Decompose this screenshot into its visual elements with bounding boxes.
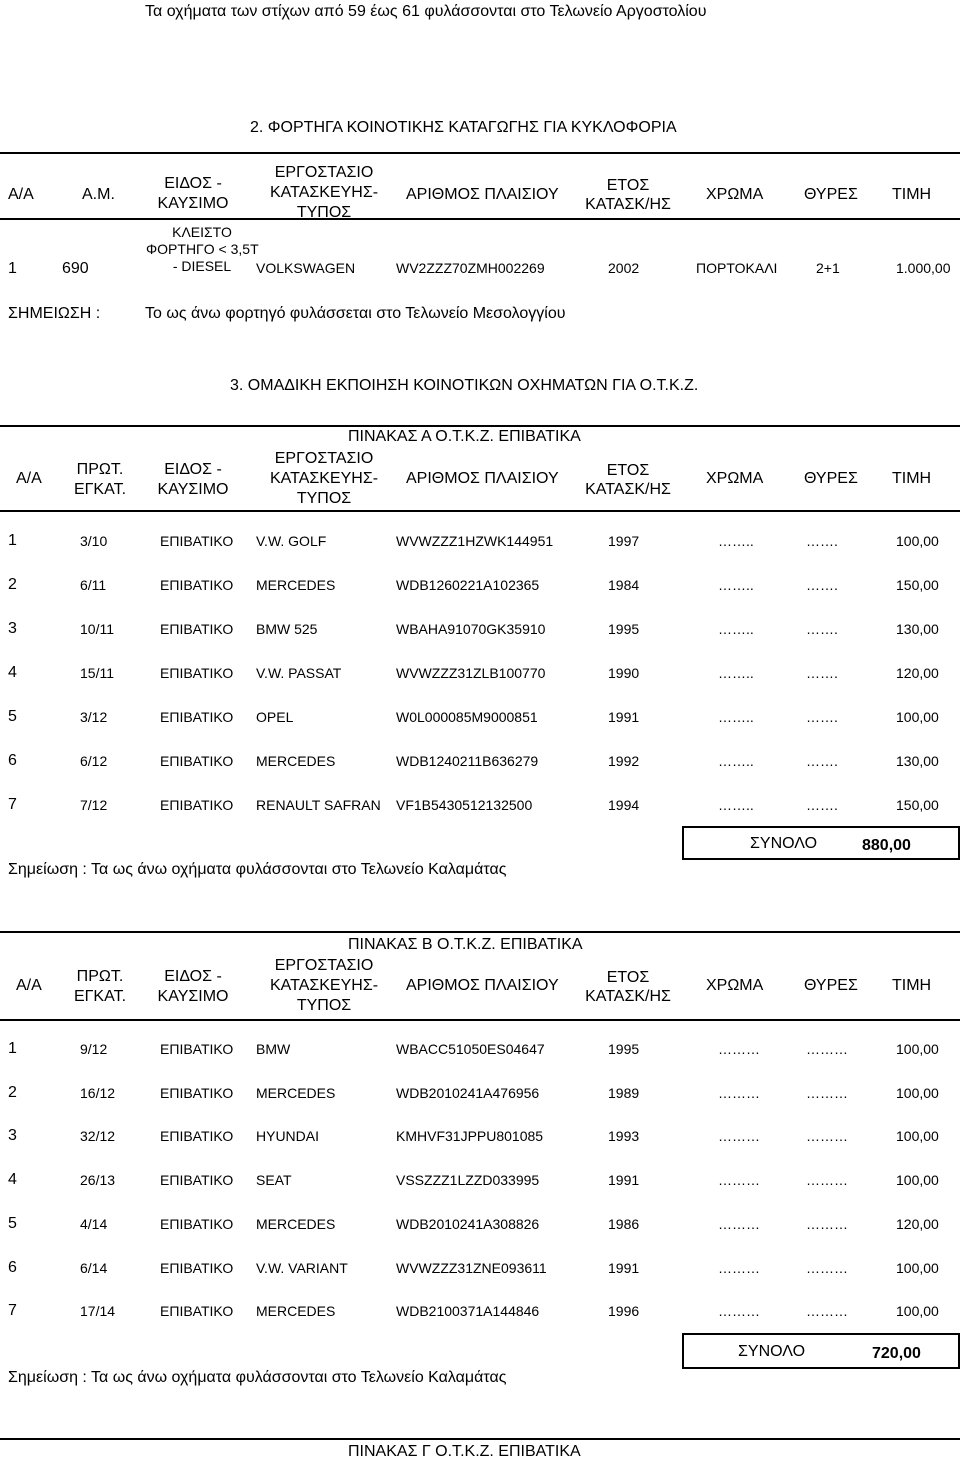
- table-a-header-etos: [580, 461, 676, 499]
- s2-row-etos: 2002: [608, 260, 640, 276]
- row-xroma: ……..: [718, 577, 754, 593]
- table-a-header-etos-line1: ΕΤΟΣ: [606, 462, 650, 479]
- table-a-header-prwt-line2: ΕΓΚΑΤ.: [73, 481, 127, 498]
- row-eidos: ΕΠΙΒΑΤΙΚΟ: [160, 709, 234, 725]
- row-eidos: ΕΠΙΒΑΤΙΚΟ: [160, 621, 234, 637]
- row-etos: 1989: [608, 1084, 640, 1101]
- row-thyres: ………: [806, 1128, 848, 1145]
- s2-header-ergostasio: [266, 163, 382, 223]
- row-aa: 2: [8, 576, 17, 593]
- s2-row-aa: 1: [8, 260, 17, 277]
- row-plaisio: KMHVF31JPPU801085: [396, 1128, 544, 1145]
- row-prwt: 26/13: [80, 1172, 116, 1189]
- row-ergostasio: BMW 525: [256, 621, 318, 637]
- row-eidos: ΕΠΙΒΑΤΙΚΟ: [160, 1128, 234, 1145]
- table-a-header-eidos-line1: ΕΙΔΟΣ -: [164, 461, 222, 478]
- row-plaisio: WDB2010241A476956: [396, 1084, 540, 1101]
- s2-header-ergostasio-line1: ΕΡΓΟΣΤΑΣΙΟ: [274, 164, 374, 181]
- row-prwt: 10/11: [80, 621, 114, 637]
- s2-header-etos-line2: ΚΑΤΑΣΚ/ΗΣ: [585, 196, 671, 213]
- table-a-header-ergostasio: [266, 449, 382, 509]
- s2-header-am: Α.Μ.: [82, 186, 115, 203]
- section2-top-rule: [0, 152, 960, 154]
- row-xroma: ……..: [718, 797, 754, 813]
- table-b-header-timi: ΤΙΜΗ: [892, 977, 932, 994]
- row-timi: 100,00: [896, 1172, 939, 1189]
- row-ergostasio: V.W. GOLF: [256, 533, 327, 549]
- row-prwt: 6/11: [80, 577, 107, 593]
- row-prwt: 16/12: [80, 1084, 116, 1101]
- table-b-header-thyres: ΘΥΡΕΣ: [804, 977, 858, 994]
- s2-header-eidos-line2: ΚΑΥΣΙΜΟ: [157, 195, 229, 212]
- s2-row-plaisio: WV2ZZZ70ZMH002269: [396, 260, 545, 276]
- row-aa: 2: [8, 1083, 17, 1101]
- table-b-total-label: ΣΥΝΟΛΟ: [738, 1343, 806, 1360]
- row-prwt: 7/12: [80, 797, 108, 813]
- s2-header-eidos-line1: ΕΙΔΟΣ -: [164, 175, 222, 192]
- table-a-header-ergostasio-line1: ΕΡΓΟΣΤΑΣΙΟ: [274, 450, 374, 467]
- row-timi: 100,00: [896, 1084, 939, 1101]
- row-xroma: ……..: [718, 665, 754, 681]
- row-thyres: …….: [806, 577, 838, 593]
- row-ergostasio: MERCEDES: [256, 1215, 336, 1232]
- row-etos: 1986: [608, 1215, 640, 1232]
- row-eidos: ΕΠΙΒΑΤΙΚΟ: [160, 753, 234, 769]
- section2-title: 2. ΦΟΡΤΗΓΑ ΚΟΙΝΟΤΙΚΗΣ ΚΑΤΑΓΩΓΗΣ ΓΙΑ ΚΥΚΛΟΦΟΡΙΑ: [250, 119, 677, 136]
- table-a-header-plaisio: ΑΡΙΘΜΟΣ ΠΛΑΙΣΙΟΥ: [406, 470, 559, 487]
- table-a-header-ergostasio-line3: ΤΥΠΟΣ: [296, 490, 352, 507]
- row-prwt: 6/12: [80, 753, 108, 769]
- row-xroma: ……..: [718, 753, 754, 769]
- row-etos: 1991: [608, 1259, 640, 1276]
- s2-row-ergostasio: VOLKSWAGEN: [256, 260, 356, 276]
- row-thyres: ………: [806, 1303, 848, 1320]
- row-plaisio: WVWZZZ1HZWK144951: [396, 533, 554, 549]
- row-timi: 130,00: [896, 621, 939, 637]
- row-plaisio: WDB1240211B636279: [396, 753, 539, 769]
- row-eidos: ΕΠΙΒΑΤΙΚΟ: [160, 1215, 234, 1232]
- row-etos: 1995: [608, 621, 640, 637]
- table-b-header-etos: [580, 968, 676, 1006]
- row-thyres: …….: [806, 753, 838, 769]
- table-b-header-eidos-line2: ΚΑΥΣΙΜΟ: [157, 988, 229, 1005]
- row-ergostasio: BMW: [256, 1041, 291, 1057]
- s2-note-label: ΣΗΜΕΙΩΣΗ :: [8, 305, 101, 322]
- row-timi: 120,00: [896, 665, 939, 681]
- table-a-header-timi: ΤΙΜΗ: [892, 470, 932, 487]
- top-note: Τα οχήματα των στίχων από 59 έως 61 φυλάσσονται στο Τελωνείο Αργοστολίου: [145, 3, 707, 20]
- row-eidos: ΕΠΙΒΑΤΙΚΟ: [160, 797, 234, 813]
- row-ergostasio: V.W. VARIANT: [256, 1259, 348, 1276]
- table-a-title: ΠΙΝΑΚΑΣ Α Ο.Τ.Κ.Ζ. ΕΠΙΒΑΤΙΚΑ: [348, 428, 581, 445]
- s2-row-eidos-line3: - DIESEL: [172, 258, 232, 274]
- row-aa: 6: [8, 752, 17, 769]
- row-thyres: ………: [806, 1041, 848, 1057]
- s2-note-text: Το ως άνω φορτηγό φυλάσσεται στο Τελωνείο Μεσολογγίου: [145, 305, 566, 322]
- row-timi: 120,00: [896, 1215, 939, 1232]
- row-timi: 100,00: [896, 1041, 939, 1057]
- s2-header-plaisio: ΑΡΙΘΜΟΣ ΠΛΑΙΣΙΟΥ: [406, 186, 559, 203]
- table-a-header-rule: [0, 510, 960, 512]
- table-b-header-ergostasio: [266, 956, 382, 1016]
- s2-row-xroma: ΠΟΡΤΟΚΑΛΙ: [696, 260, 778, 276]
- row-thyres: …….: [806, 621, 838, 637]
- row-xroma: ………: [718, 1215, 760, 1232]
- row-prwt: 32/12: [80, 1128, 116, 1145]
- table-b-note: Σημείωση : Τα ως άνω οχήματα φυλάσσονται στο Τελωνείο Καλαμάτας: [8, 1369, 507, 1386]
- table-b-header-eidos: [148, 967, 238, 1007]
- row-eidos: ΕΠΙΒΑΤΙΚΟ: [160, 1041, 234, 1057]
- row-xroma: ………: [718, 1259, 760, 1276]
- s2-header-ergostasio-line2: ΚΑΤΑΣΚΕΥΗΣ-: [269, 184, 379, 201]
- row-xroma: ……..: [718, 621, 754, 637]
- row-aa: 7: [8, 1302, 17, 1320]
- row-prwt: 9/12: [80, 1041, 108, 1057]
- row-thyres: ………: [806, 1215, 848, 1232]
- row-xroma: ………: [718, 1303, 760, 1320]
- row-ergostasio: MERCEDES: [256, 1303, 336, 1320]
- table-a-note: Σημείωση : Τα ως άνω οχήματα φυλάσσονται στο Τελωνείο Καλαμάτας: [8, 861, 507, 878]
- table-b-header-prwt-line1: ΠΡΩΤ.: [76, 968, 124, 985]
- table-a-header-xroma: ΧΡΩΜΑ: [706, 470, 764, 487]
- row-ergostasio: HYUNDAI: [256, 1128, 320, 1145]
- row-aa: 3: [8, 620, 17, 637]
- row-aa: 5: [8, 1214, 17, 1232]
- row-thyres: ………: [806, 1172, 848, 1189]
- row-aa: 4: [8, 664, 17, 681]
- s2-row-am: 690: [62, 260, 89, 277]
- row-aa: 3: [8, 1127, 17, 1145]
- table-a-header-aa: Α/Α: [16, 470, 42, 487]
- row-xroma: ………: [718, 1172, 760, 1189]
- row-aa: 4: [8, 1171, 17, 1189]
- table-b-top-rule: [0, 931, 960, 933]
- row-eidos: ΕΠΙΒΑΤΙΚΟ: [160, 665, 234, 681]
- row-thyres: …….: [806, 533, 838, 549]
- row-plaisio: WBACC51050ES04647: [396, 1041, 545, 1057]
- table-c-top-rule: [0, 1438, 960, 1440]
- row-etos: 1991: [608, 709, 640, 725]
- row-etos: 1997: [608, 533, 640, 549]
- row-prwt: 6/14: [80, 1259, 108, 1276]
- row-thyres: ………: [806, 1259, 848, 1276]
- table-b-header-ergostasio-line2: ΚΑΤΑΣΚΕΥΗΣ-: [269, 977, 379, 994]
- row-etos: 1993: [608, 1128, 640, 1145]
- row-ergostasio: OPEL: [256, 709, 294, 725]
- s2-row-eidos-line1: ΚΛΕΙΣΤΟ: [172, 224, 232, 240]
- row-ergostasio: SEAT: [256, 1172, 292, 1189]
- row-xroma: ……..: [718, 533, 754, 549]
- table-b-header-etos-line1: ΕΤΟΣ: [606, 969, 650, 986]
- table-b-header-prwt: [70, 967, 130, 1007]
- s2-header-etos: [580, 176, 676, 214]
- table-a-header-eidos-line2: ΚΑΥΣΙΜΟ: [157, 481, 229, 498]
- row-plaisio: WDB2100371A144846: [396, 1303, 540, 1320]
- table-a-total-value: 880,00: [862, 837, 911, 854]
- row-plaisio: WVWZZZ31ZNE093611: [396, 1259, 547, 1276]
- row-xroma: ………: [718, 1128, 760, 1145]
- row-ergostasio: MERCEDES: [256, 1084, 336, 1101]
- row-ergostasio: MERCEDES: [256, 577, 336, 593]
- row-timi: 130,00: [896, 753, 939, 769]
- table-a-total-box: [682, 826, 960, 860]
- row-etos: 1990: [608, 665, 640, 681]
- table-b-header-eidos-line1: ΕΙΔΟΣ -: [164, 968, 222, 985]
- s2-header-eidos: [148, 174, 238, 214]
- table-b-header-prwt-line2: ΕΓΚΑΤ.: [73, 988, 127, 1005]
- row-plaisio: W0L000085M9000851: [396, 709, 538, 725]
- s2-header-timi: ΤΙΜΗ: [892, 186, 932, 203]
- row-xroma: ………: [718, 1084, 760, 1101]
- row-prwt: 4/14: [80, 1215, 108, 1232]
- row-aa: 1: [8, 532, 17, 549]
- table-b-header-ergostasio-line3: ΤΥΠΟΣ: [296, 997, 352, 1014]
- table-c-title: ΠΙΝΑΚΑΣ Γ Ο.Τ.Κ.Ζ. ΕΠΙΒΑΤΙΚΑ: [348, 1443, 581, 1460]
- row-timi: 100,00: [896, 1303, 939, 1320]
- table-a-header-prwt: [70, 460, 130, 500]
- s2-row-eidos-line2: ΦΟΡΤΗΓΟ < 3,5Τ: [146, 241, 259, 257]
- row-aa: 1: [8, 1040, 17, 1057]
- row-etos: 1984: [608, 577, 640, 593]
- row-ergostasio: MERCEDES: [256, 753, 336, 769]
- row-plaisio: VSSZZZ1LZZD033995: [396, 1172, 540, 1189]
- row-eidos: ΕΠΙΒΑΤΙΚΟ: [160, 1084, 234, 1101]
- row-timi: 150,00: [896, 797, 939, 813]
- row-eidos: ΕΠΙΒΑΤΙΚΟ: [160, 1303, 234, 1320]
- table-b-header-plaisio: ΑΡΙΘΜΟΣ ΠΛΑΙΣΙΟΥ: [406, 977, 559, 994]
- section3-title: 3. ΟΜΑΔΙΚΗ ΕΚΠΟΙΗΣΗ ΚΟΙΝΟΤΙΚΩΝ ΟΧΗΜΑΤΩΝ ΓΙΑ Ο.Τ.Κ.Ζ.: [230, 377, 699, 394]
- table-b-title: ΠΙΝΑΚΑΣ Β Ο.Τ.Κ.Ζ. ΕΠΙΒΑΤΙΚΑ: [348, 936, 583, 953]
- s2-header-aa: Α/Α: [8, 186, 34, 203]
- row-prwt: 15/11: [80, 665, 114, 681]
- s2-row-eidos: [146, 224, 258, 275]
- row-plaisio: WVWZZZ31ZLB100770: [396, 665, 546, 681]
- row-timi: 100,00: [896, 1259, 939, 1276]
- row-etos: 1995: [608, 1041, 640, 1057]
- s2-header-ergostasio-line3: ΤΥΠΟΣ: [296, 204, 352, 221]
- row-plaisio: WBAHA91070GK35910: [396, 621, 546, 637]
- table-a-top-rule: [0, 425, 960, 427]
- row-thyres: ………: [806, 1084, 848, 1101]
- row-etos: 1996: [608, 1303, 640, 1320]
- row-timi: 100,00: [896, 1128, 939, 1145]
- row-eidos: ΕΠΙΒΑΤΙΚΟ: [160, 533, 234, 549]
- s2-header-xroma: ΧΡΩΜΑ: [706, 186, 764, 203]
- row-etos: 1994: [608, 797, 640, 813]
- row-etos: 1991: [608, 1172, 640, 1189]
- s2-header-etos-line1: ΕΤΟΣ: [606, 177, 650, 194]
- table-a-header-thyres: ΘΥΡΕΣ: [804, 470, 858, 487]
- row-eidos: ΕΠΙΒΑΤΙΚΟ: [160, 1172, 234, 1189]
- table-b-header-etos-line2: ΚΑΤΑΣΚ/ΗΣ: [585, 988, 671, 1005]
- row-thyres: …….: [806, 665, 838, 681]
- table-a-header-eidos: [148, 460, 238, 500]
- row-prwt: 3/12: [80, 709, 108, 725]
- table-a-header-etos-line2: ΚΑΤΑΣΚ/ΗΣ: [585, 481, 671, 498]
- row-prwt: 3/10: [80, 533, 108, 549]
- table-b-header-xroma: ΧΡΩΜΑ: [706, 977, 764, 994]
- row-aa: 5: [8, 708, 17, 725]
- table-a-total-label: ΣΥΝΟΛΟ: [750, 835, 818, 852]
- row-aa: 6: [8, 1258, 17, 1276]
- row-plaisio: WDB1260221A102365: [396, 577, 540, 593]
- row-etos: 1992: [608, 753, 640, 769]
- row-aa: 7: [8, 796, 17, 813]
- row-ergostasio: V.W. PASSAT: [256, 665, 342, 681]
- table-b-total-value: 720,00: [872, 1345, 921, 1362]
- row-timi: 100,00: [896, 533, 939, 549]
- table-b-header-rule: [0, 1019, 960, 1021]
- row-xroma: ……..: [718, 709, 754, 725]
- row-xroma: ………: [718, 1041, 760, 1057]
- row-plaisio: WDB2010241A308826: [396, 1215, 540, 1232]
- table-a-header-ergostasio-line2: ΚΑΤΑΣΚΕΥΗΣ-: [269, 470, 379, 487]
- table-a-header-prwt-line1: ΠΡΩΤ.: [76, 461, 124, 478]
- s2-header-thyres: ΘΥΡΕΣ: [804, 186, 858, 203]
- table-b-header-ergostasio-line1: ΕΡΓΟΣΤΑΣΙΟ: [274, 957, 374, 974]
- row-thyres: …….: [806, 709, 838, 725]
- row-thyres: …….: [806, 797, 838, 813]
- row-timi: 150,00: [896, 577, 939, 593]
- s2-row-thyres: 2+1: [816, 260, 840, 276]
- row-prwt: 17/14: [80, 1303, 116, 1320]
- row-timi: 100,00: [896, 709, 939, 725]
- row-eidos: ΕΠΙΒΑΤΙΚΟ: [160, 577, 234, 593]
- row-eidos: ΕΠΙΒΑΤΙΚΟ: [160, 1259, 234, 1276]
- s2-row-timi: 1.000,00: [896, 260, 951, 276]
- row-ergostasio: RENAULT SAFRAN: [256, 797, 381, 813]
- section2-header-rule: [0, 218, 960, 220]
- row-plaisio: VF1B5430512132500: [396, 797, 533, 813]
- table-b-header-aa: Α/Α: [16, 977, 42, 994]
